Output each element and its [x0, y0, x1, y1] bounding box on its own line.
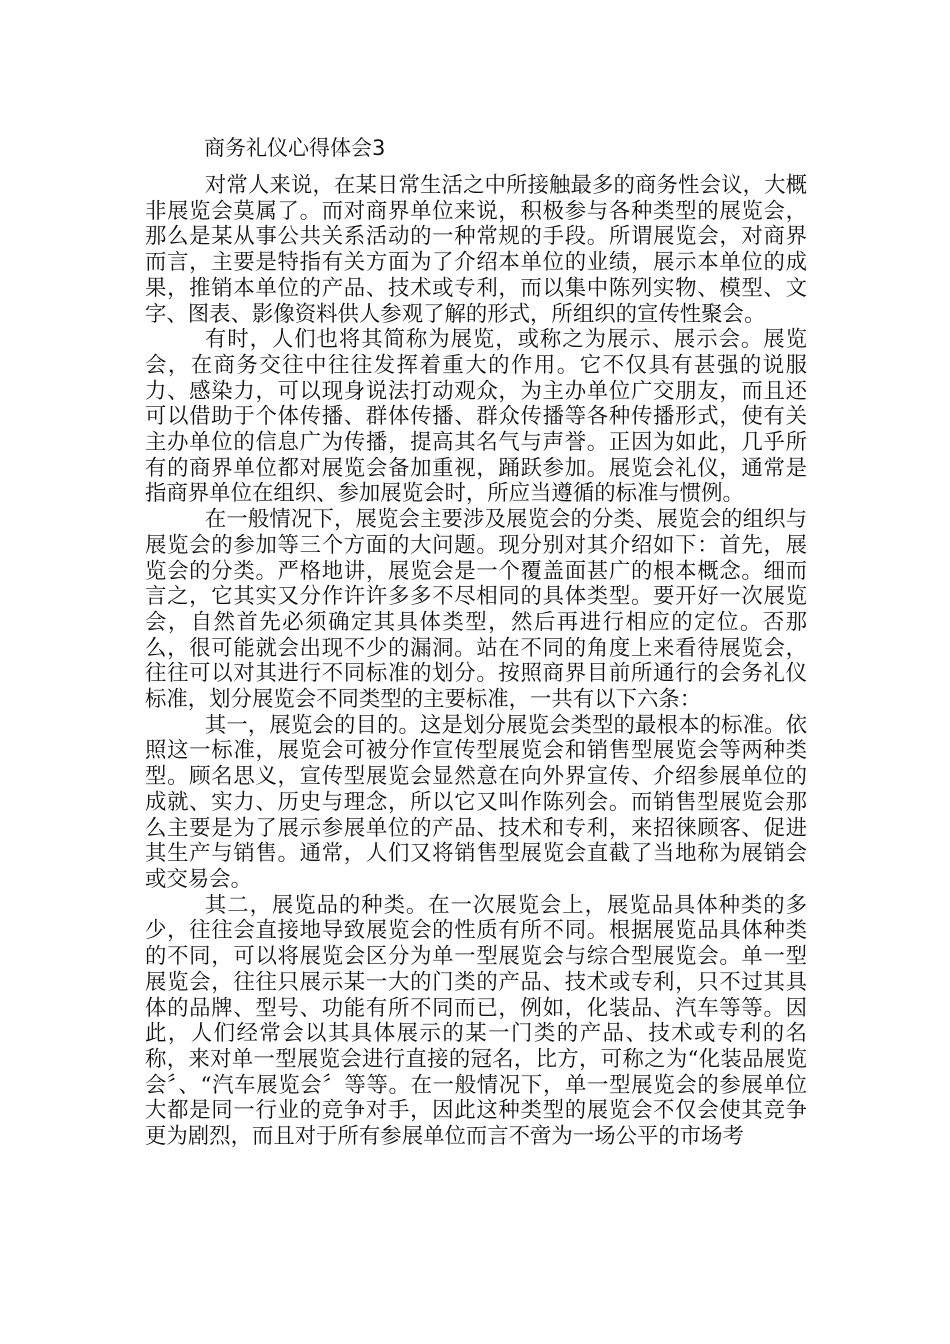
- paragraph-5: 其二，展览品的种类。在一次展览会上，展览品具体种类的多少，往往会直接地导致展览会的性质有所不同。根据展览品具体种类的不同，可以将展览会区分为单一型展览会与综合型展览会。单一型展览会，往往只展示某一大的门类的产品、技术或专利，只不过其具体的品牌、型号、功能有所不同而已，例如，化装品、汽车等等。因此，人们经常会以其具体展示的某一门类的产品、技术或专利的名称，来对单一型展览会进行直接的冠名，比方，可称之为“化装品展览会〞、“汽车展览会〞等等。在一般情况下，单一型展览会的参展单位大都是同一行业的竞争对手，因此这种类型的展览会不仅会使其竞争更为剧烈，而且对于所有参展单位而言不啻为一场公平的市场考: [145, 892, 807, 1150]
- document-title: 商务礼仪心得体会3: [204, 136, 386, 160]
- paragraph-3: 在一般情况下，展览会主要涉及展览会的分类、展览会的组织与展览会的参加等三个方面的大问题。现分别对其介绍如下：首先，展览会的分类。严格地讲，展览会是一个覆盖面甚广的根本概念。细而言之，它其实又分作许许多多不尽相同的具体类型。要开好一次展览会，自然首先必须确定其具体类型，然后再进行相应的定位。否那么，很可能就会出现不少的漏洞。站在不同的角度上来看待展览会，往往可以对其进行不同标准的划分。按照商界目前所通行的会务礼仪标准，划分展览会不同类型的主要标准，一共有以下六条：: [145, 507, 807, 713]
- paragraph-1: 对常人来说，在某日常生活之中所接触最多的商务性会议，大概非展览会莫属了。而对商界单位来说，积极参与各种类型的展览会，那么是某从事公共关系活动的一种常规的手段。所谓展览会，对商界而言，主要是特指有关方面为了介绍本单位的业绩，展示本单位的成果，推销本单位的产品、技术或专利，而以集中陈列实物、模型、文字、图表、影像资料供人参观了解的形式，所组织的宣传性聚会。: [145, 173, 807, 327]
- paragraph-4: 其一，展览会的目的。这是划分展览会类型的最根本的标准。依照这一标准，展览会可被分作宣传型展览会和销售型展览会等两种类型。顾名思义，宣传型展览会显然意在向外界宣传、介绍参展单位的成就、实力、历史与理念，所以它又叫作陈列会。而销售型展览会那么主要是为了展示参展单位的产品、技术和专利，来招徕顾客、促进其生产与销售。通常，人们又将销售型展览会直截了当地称为展销会或交易会。: [145, 712, 807, 892]
- paragraph-2: 有时，人们也将其简称为展览，或称之为展示、展示会。展览会，在商务交往中往往发挥着重大的作用。它不仅具有甚强的说服力、感染力，可以现身说法打动观众，为主办单位广交朋友，而且还可以借助于个体传播、群体传播、群众传播等各种传播形式，使有关主办单位的信息广为传播，提高其名气与声誉。正因为如此，几乎所有的商界单位都对展览会备加重视，踊跃参加。展览会礼仪，通常是指商界单位在组织、参加展览会时，所应当遵循的标准与惯例。: [145, 327, 807, 507]
- document-body: [145, 133, 807, 1150]
